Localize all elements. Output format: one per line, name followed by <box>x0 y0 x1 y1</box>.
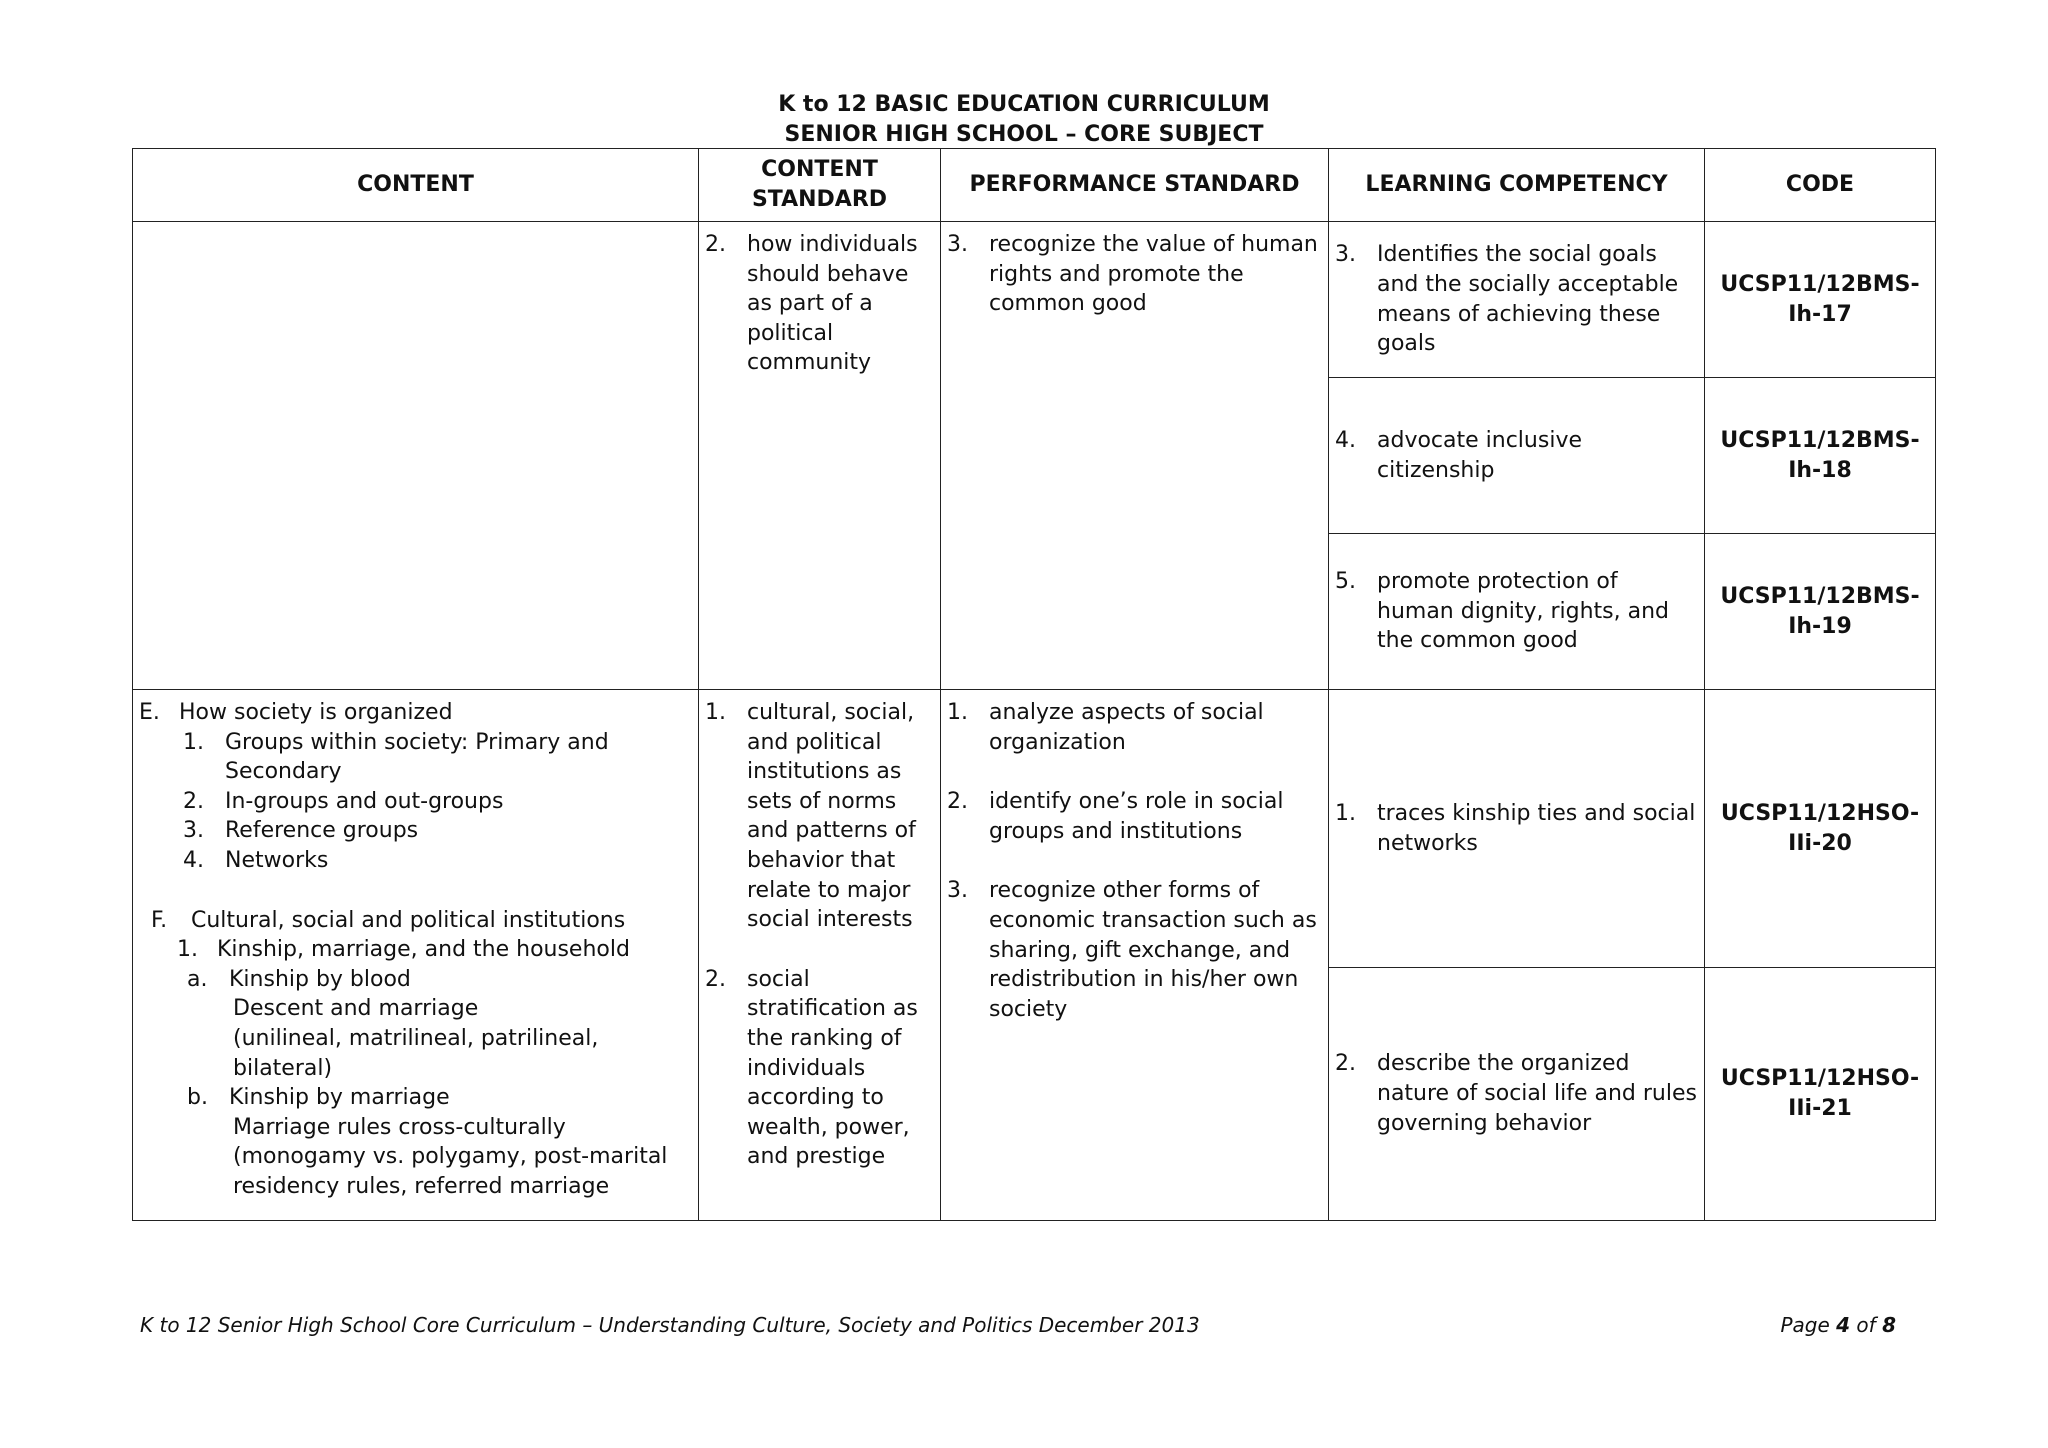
list-item: 4. advocate inclusive citizenship <box>1335 427 1582 483</box>
content-cell: E. How society is organized 1. Groups within society: Primary and Secondary 2. In-groups and out-groups 3. Reference groups 4. Networks F. Cultural, social and political institutions 1. Kinship, marriage, and the household a. Kinship by blood Descent and marriage (unilineal, matrilineal, patrilineal, bilateral) b. Kinship by marriage Marriage rules cross-culturally (monogamy vs. polygamy, post-marital residency rules, referred marriage <box>133 690 699 1221</box>
content-standard-cell <box>699 222 941 690</box>
header-code: CODE <box>1705 149 1936 222</box>
list-item: 2. identify one’s role in social groups and institutions <box>947 789 1284 844</box>
list-item: 3. Identifies the social goals and the socially acceptable means of achieving these goals <box>1335 242 1679 357</box>
list-item: 3. recognize the value of human rights and promote the common good <box>947 232 1318 317</box>
content-section-e: E. How society is organized <box>139 700 453 725</box>
document-subtitle: SENIOR HIGH SCHOOL – CORE SUBJECT <box>784 122 1264 147</box>
competency-cell <box>1329 968 1705 1220</box>
competency-cell <box>1329 690 1705 968</box>
table-header-row <box>133 149 1936 222</box>
code-cell: UCSP11/12BMS- Ih-17 <box>1705 222 1936 378</box>
table-row <box>133 222 1936 378</box>
header-content: CONTENT <box>133 149 699 222</box>
competency-cell <box>1329 378 1705 534</box>
performance-standard-cell <box>941 222 1329 690</box>
list-item: 1. cultural, social, and political institutions as sets of norms and patterns of behavior that relate to major social interests <box>705 700 916 933</box>
code-cell: UCSP11/12HSO- IIi-20 <box>1705 690 1936 968</box>
list-item: 1. Groups within society: Primary and Secondary <box>183 729 609 785</box>
list-item: 3. recognize other forms of economic transaction such as sharing, gift exchange, and redistribution in his/her own society <box>947 878 1317 1022</box>
curriculum-table <box>132 148 1936 1221</box>
list-item: 1. traces kinship ties and social networks <box>1335 801 1696 856</box>
list-item: b. Kinship by marriage <box>187 1085 450 1111</box>
header-performance-standard: PERFORMANCE STANDARD <box>941 149 1329 222</box>
code-cell: UCSP11/12BMS- Ih-19 <box>1705 534 1936 690</box>
list-item: a. Kinship by blood <box>187 966 411 992</box>
code-cell: UCSP11/12BMS- Ih-18 <box>1705 378 1936 534</box>
list-item: 5. promote protection of human dignity, rights, and the common good <box>1335 569 1669 654</box>
competency-cell <box>1329 222 1705 378</box>
list-item: 2. In-groups and out-groups <box>183 788 504 814</box>
list-item: 2. social stratification as the ranking of individuals according to wealth, power, and prestige <box>705 966 918 1170</box>
document-title: K to 12 BASIC EDUCATION CURRICULUM <box>778 92 1270 117</box>
footer-page-number: Page 4 of 8 <box>1780 1313 1896 1337</box>
content-standard-cell <box>699 690 941 1221</box>
header-learning-competency: LEARNING COMPETENCY <box>1329 149 1705 222</box>
list-item: 1. Kinship, marriage, and the household <box>177 937 630 963</box>
list-item: 4. Networks <box>183 847 329 873</box>
list-item: 2. describe the organized nature of social life and rules governing behavior <box>1335 1051 1697 1136</box>
header-content-standard: CONTENT STANDARD <box>699 149 941 222</box>
document-header <box>0 90 2048 150</box>
list-item: 1. analyze aspects of social organization <box>947 700 1264 755</box>
content-cell-empty <box>133 222 699 690</box>
table-row <box>133 690 1936 968</box>
list-item: 2. how individuals should behave as part of a political community <box>705 232 918 376</box>
footer-document-title: K to 12 Senior High School Core Curriculum – Understanding Culture, Society and Politics December 2013 <box>140 1313 1200 1337</box>
content-section-f: F. Cultural, social and political institutions <box>151 907 626 933</box>
list-item: 3. Reference groups <box>183 818 419 844</box>
code-cell: UCSP11/12HSO- IIi-21 <box>1705 968 1936 1220</box>
competency-cell <box>1329 534 1705 690</box>
performance-standard-cell <box>941 690 1329 1221</box>
